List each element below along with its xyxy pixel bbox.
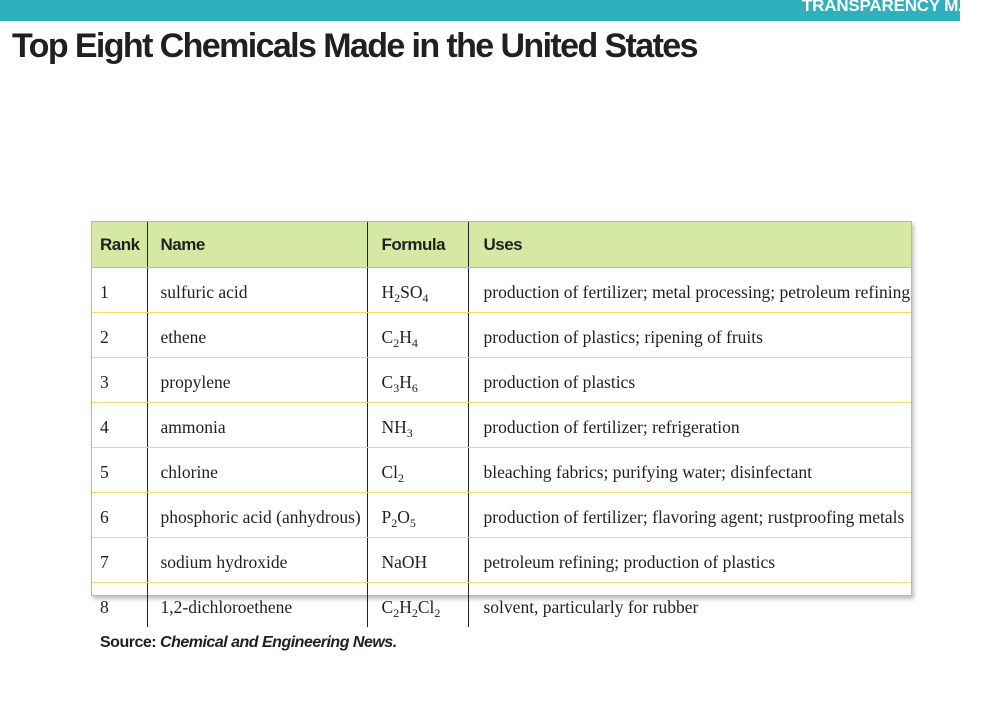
cell-rank: 2 xyxy=(92,313,147,358)
cell-rank: 7 xyxy=(92,538,147,583)
cell-formula xyxy=(367,538,468,583)
formula-subscript: 3 xyxy=(393,380,400,395)
cell-formula xyxy=(367,403,468,448)
formula-subscript: 5 xyxy=(409,515,416,530)
table-row xyxy=(92,313,911,358)
cell-formula xyxy=(367,583,468,628)
formula-symbol: NaOH xyxy=(381,551,428,572)
formula-symbol: SO xyxy=(400,281,423,302)
table-body xyxy=(92,268,911,628)
cell-uses: production of plastics xyxy=(468,358,911,403)
cell-name: ethene xyxy=(147,313,367,358)
formula-subscript: 4 xyxy=(411,335,418,350)
source-citation xyxy=(100,634,397,652)
top-banner xyxy=(0,0,981,21)
cell-name: sulfuric acid xyxy=(147,268,367,313)
page-title: Top Eight Chemicals Made in the United States xyxy=(12,27,697,65)
cell-rank: 8 xyxy=(100,596,109,617)
source-label: Source: xyxy=(100,634,157,651)
chemicals-table xyxy=(92,222,911,627)
formula-symbol: C xyxy=(381,326,394,347)
column-header-uses: Uses xyxy=(468,222,911,268)
column-header-rank: Rank xyxy=(92,222,147,268)
formula-subscript: 2 xyxy=(394,290,401,305)
formula-symbol: H xyxy=(399,371,412,392)
formula-subscript: 2 xyxy=(434,605,441,620)
formula-symbol: Cl xyxy=(417,596,435,617)
table-row xyxy=(92,358,911,403)
formula-symbol: P xyxy=(381,506,392,527)
cell-name: phosphoric acid (anhydrous) xyxy=(147,493,367,538)
formula-subscript: 2 xyxy=(411,605,418,620)
cell-name: chlorine xyxy=(147,448,367,493)
table-row xyxy=(92,403,911,448)
table-row xyxy=(92,538,911,583)
cell-formula xyxy=(367,448,468,493)
formula-subscript: 6 xyxy=(411,380,418,395)
formula-subscript: 4 xyxy=(422,290,429,305)
cell-uses: solvent, particularly for rubber xyxy=(468,583,911,628)
cell-name: sodium hydroxide xyxy=(147,538,367,583)
cell-formula xyxy=(367,358,468,403)
formula-subscript: 2 xyxy=(393,335,400,350)
cell-rank: 1 xyxy=(92,268,147,313)
formula-subscript: 3 xyxy=(406,425,413,440)
column-header-formula: Formula xyxy=(367,222,468,268)
formula-subscript: 2 xyxy=(393,605,400,620)
cell-uses: production of fertilizer; flavoring agent; rustproofing metals xyxy=(468,493,911,538)
cell-uses: petroleum refining; production of plastics xyxy=(468,538,911,583)
formula-subscript: 2 xyxy=(398,470,405,485)
formula-symbol: O xyxy=(397,506,410,527)
table-row xyxy=(92,268,911,313)
cell-formula xyxy=(367,493,468,538)
table-header-row xyxy=(92,222,911,268)
formula-symbol: H xyxy=(381,281,395,302)
formula-symbol: H xyxy=(399,326,412,347)
cell-rank: 4 xyxy=(92,403,147,448)
cell-uses: bleaching fabrics; purifying water; disinfectant xyxy=(468,448,911,493)
formula-subscript: 2 xyxy=(391,515,398,530)
cell-rank: 3 xyxy=(92,358,147,403)
formula-symbol: Cl xyxy=(381,461,399,482)
cell-name: propylene xyxy=(147,358,367,403)
formula-symbol: H xyxy=(399,596,412,617)
cell-uses: production of fertilizer; refrigeration xyxy=(468,403,911,448)
cell-name: ammonia xyxy=(147,403,367,448)
table-row xyxy=(92,493,911,538)
cell-name: 1,2-dichloroethene xyxy=(147,583,367,628)
cell-rank: 6 xyxy=(92,493,147,538)
cell-formula xyxy=(367,313,468,358)
cell-rank: 5 xyxy=(92,448,147,493)
table-row xyxy=(92,583,911,628)
column-header-name: Name xyxy=(147,222,367,268)
formula-symbol: C xyxy=(381,596,394,617)
cell-formula xyxy=(367,268,468,313)
formula-symbol: C xyxy=(381,371,394,392)
source-value: Chemical and Engineering News. xyxy=(160,634,397,651)
transparency-master-label: TRANSPARENCY MAS xyxy=(802,0,981,15)
cell-uses: production of fertilizer; metal processing; petroleum refining xyxy=(468,268,911,313)
chemicals-table-panel xyxy=(91,221,912,620)
cell-uses: production of plastics; ripening of fruits xyxy=(468,313,911,358)
formula-symbol: NH xyxy=(381,416,407,437)
table-row xyxy=(92,448,911,493)
